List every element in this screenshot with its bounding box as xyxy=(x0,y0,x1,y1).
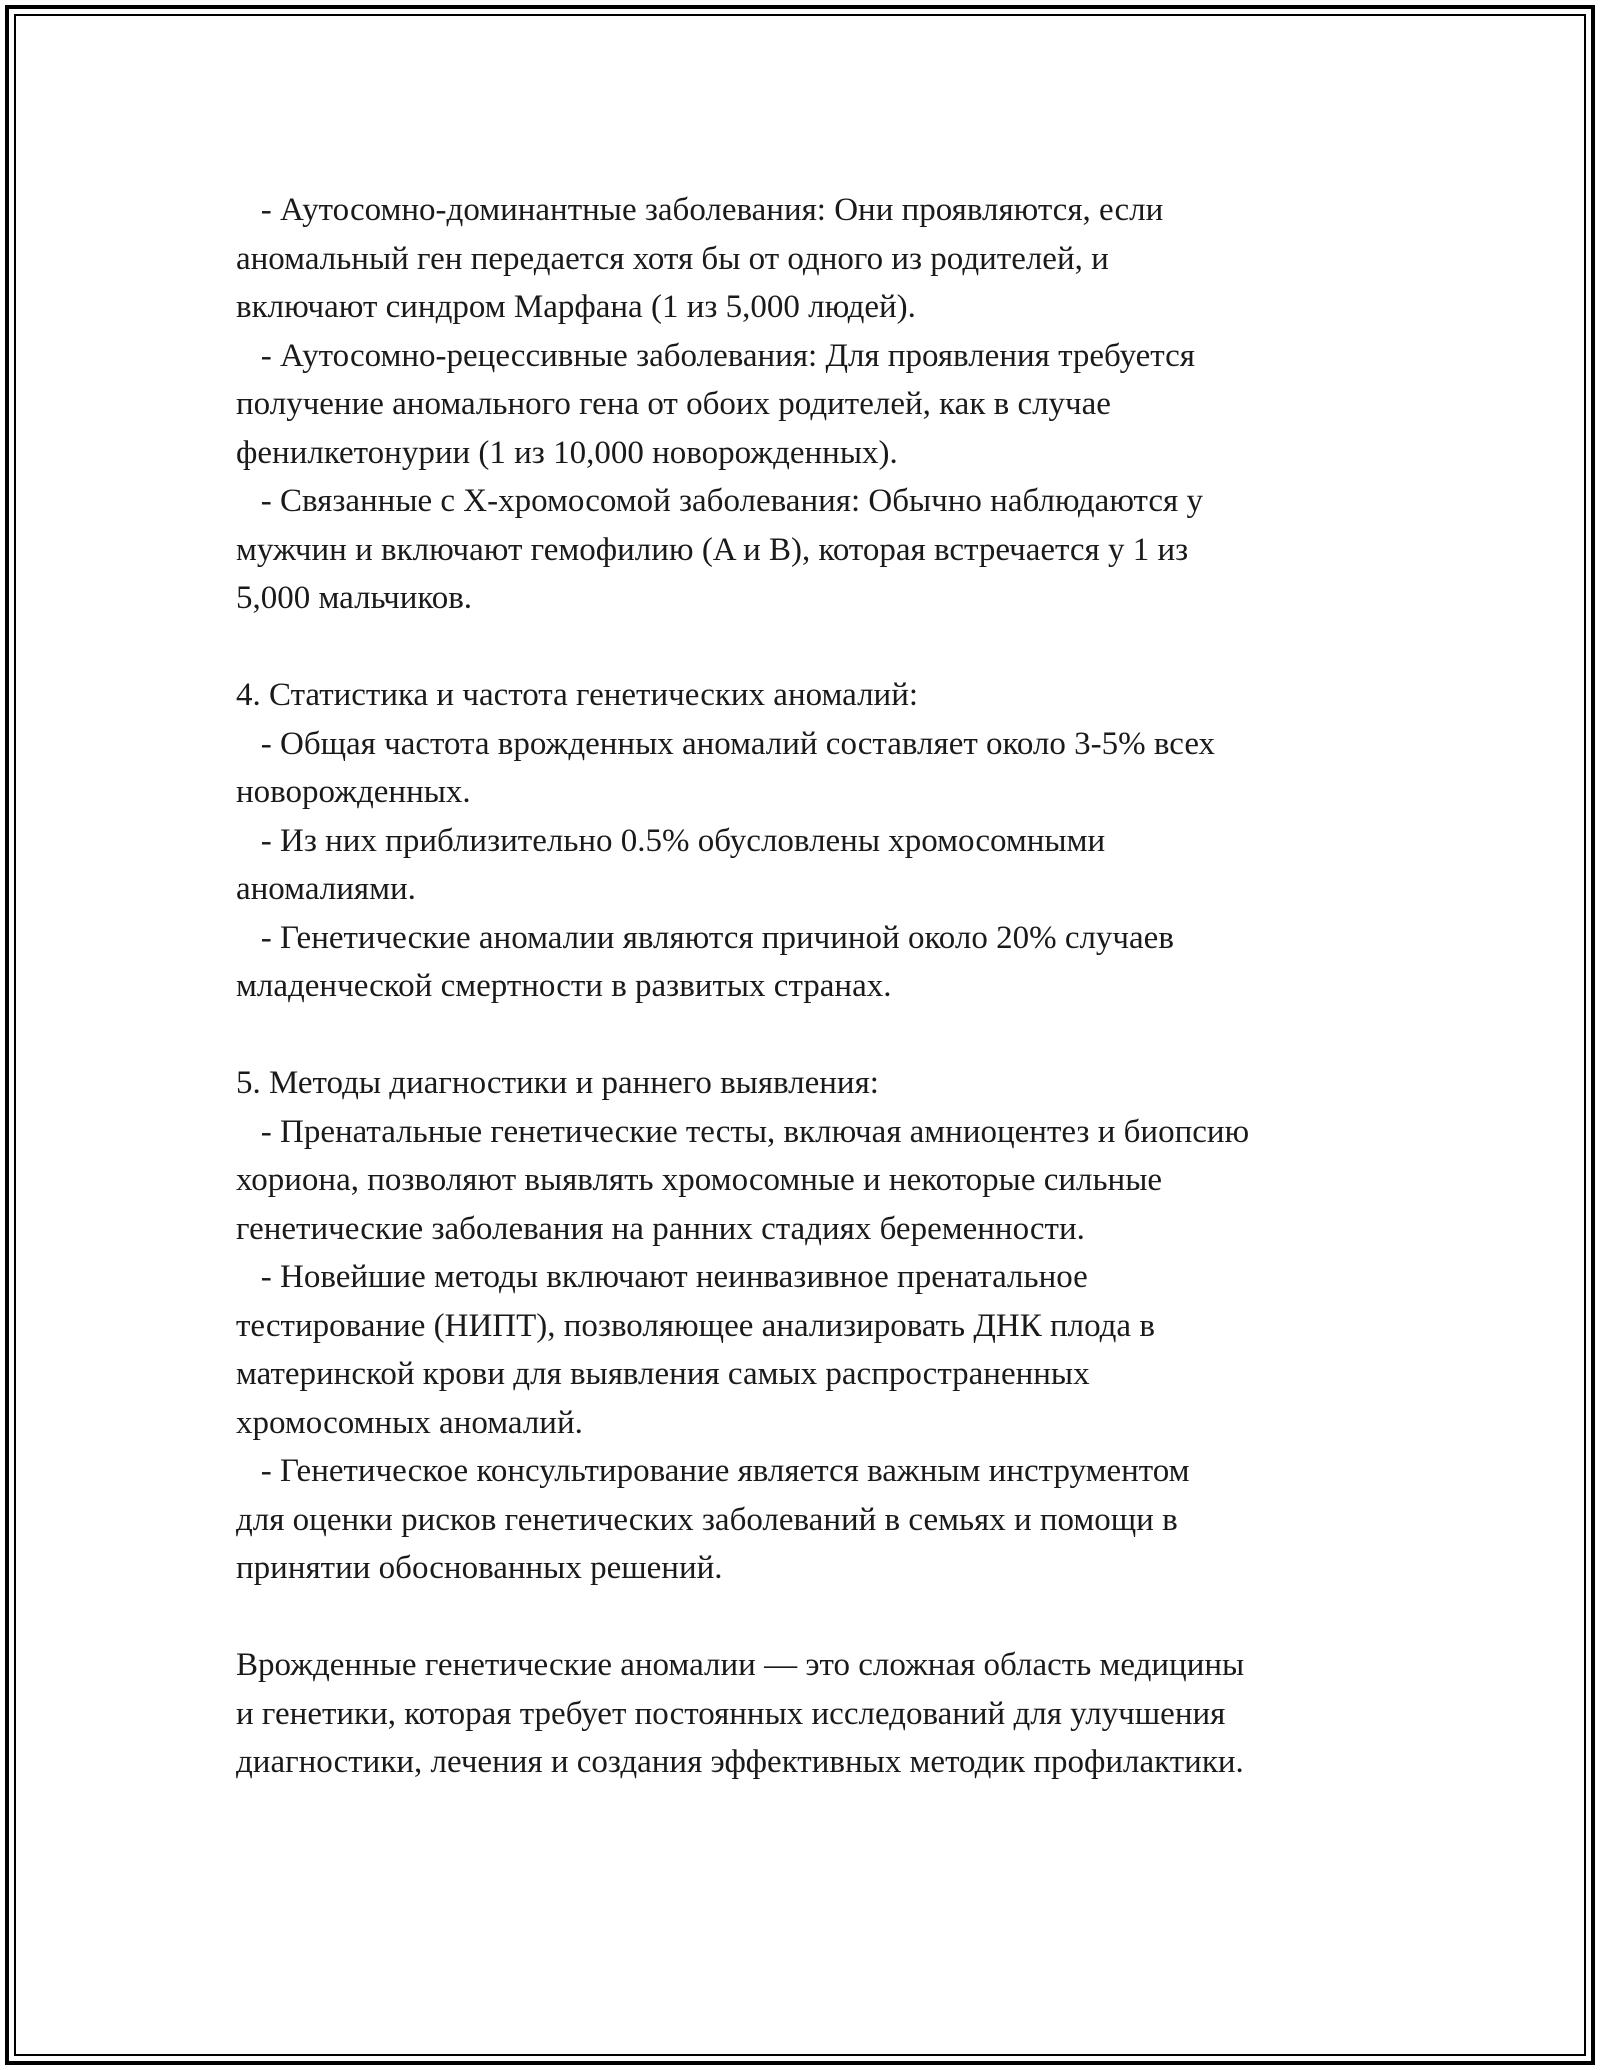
blank-line xyxy=(236,1011,1386,1060)
text-line: включают синдром Марфана (1 из 5,000 людей). xyxy=(236,289,916,325)
text-line: мужчин и включают гемофилию (A и B), которая встречается у 1 из xyxy=(236,531,1189,568)
text-line: - Генетические аномалии являются причиной около 20% случаев xyxy=(236,919,1174,956)
text-line: Врожденные генетические аномалии — это сложная область медицины xyxy=(236,1647,1245,1683)
text-line: материнской крови для выявления самых распространенных xyxy=(236,1356,1090,1392)
text-line: принятии обоснованных решений. xyxy=(236,1550,723,1586)
text-line: 5,000 мальчиков. xyxy=(236,580,473,616)
text-line: новорожденных. xyxy=(236,774,471,810)
text-line: - Генетическое консультирование является важным инструментом xyxy=(236,1453,1190,1489)
text-line: получение аномального гена от обоих родителей, как в случае xyxy=(236,386,1111,422)
text-line: - Аутосомно-доминантные заболевания: Они проявляются, если xyxy=(236,192,1164,228)
text-line: аномалиями. xyxy=(236,871,416,907)
text-line: и генетики, которая требует постоянных исследований для улучшения xyxy=(236,1695,1226,1732)
text-line: - Аутосомно-рецессивные заболевания: Для проявления требуется xyxy=(236,337,1195,374)
text-line: фенилкетонурии (1 из 10,000 новорожденных). xyxy=(236,434,898,471)
text-line: хромосомных аномалий. xyxy=(236,1404,583,1441)
text-line: - Новейшие методы включают неинвазивное пренатальное xyxy=(236,1259,1088,1295)
text-line: аномальный ген передается хотя бы от одного из родителей, и xyxy=(236,240,1109,277)
blank-line xyxy=(236,623,1386,672)
text-line: диагностики, лечения и создания эффективных методик профилактики. xyxy=(236,1744,1244,1780)
text-line: генетические заболевания на ранних стадиях беременности. xyxy=(236,1210,1085,1247)
text-line: тестирование (НИПТ), позволяющее анализировать ДНК плода в xyxy=(236,1307,1155,1344)
text-line: - Связанные с X-хромосомой заболевания: Обычно наблюдаются у xyxy=(236,483,1203,519)
text-line: - Пренатальные генетические тесты, включая амниоцентез и биопсию xyxy=(236,1113,1250,1150)
document-body xyxy=(236,186,1386,1787)
text-line: младенческой смертности в развитых странах. xyxy=(236,968,892,1004)
blank-line xyxy=(236,1593,1386,1642)
text-line: - Из них приблизительно 0.5% обусловлены хромосомными xyxy=(236,822,1106,859)
text-line: - Общая частота врожденных аномалий составляет около 3-5% всех xyxy=(236,725,1216,762)
text-line: 4. Статистика и частота генетических аномалий: xyxy=(236,677,919,713)
text-line: для оценки рисков генетических заболеваний в семьях и помощи в xyxy=(236,1501,1178,1538)
text-line: хориона, позволяют выявлять хромосомные и некоторые сильные xyxy=(236,1162,1163,1198)
text-line: 5. Методы диагностики и раннего выявления: xyxy=(236,1065,879,1101)
